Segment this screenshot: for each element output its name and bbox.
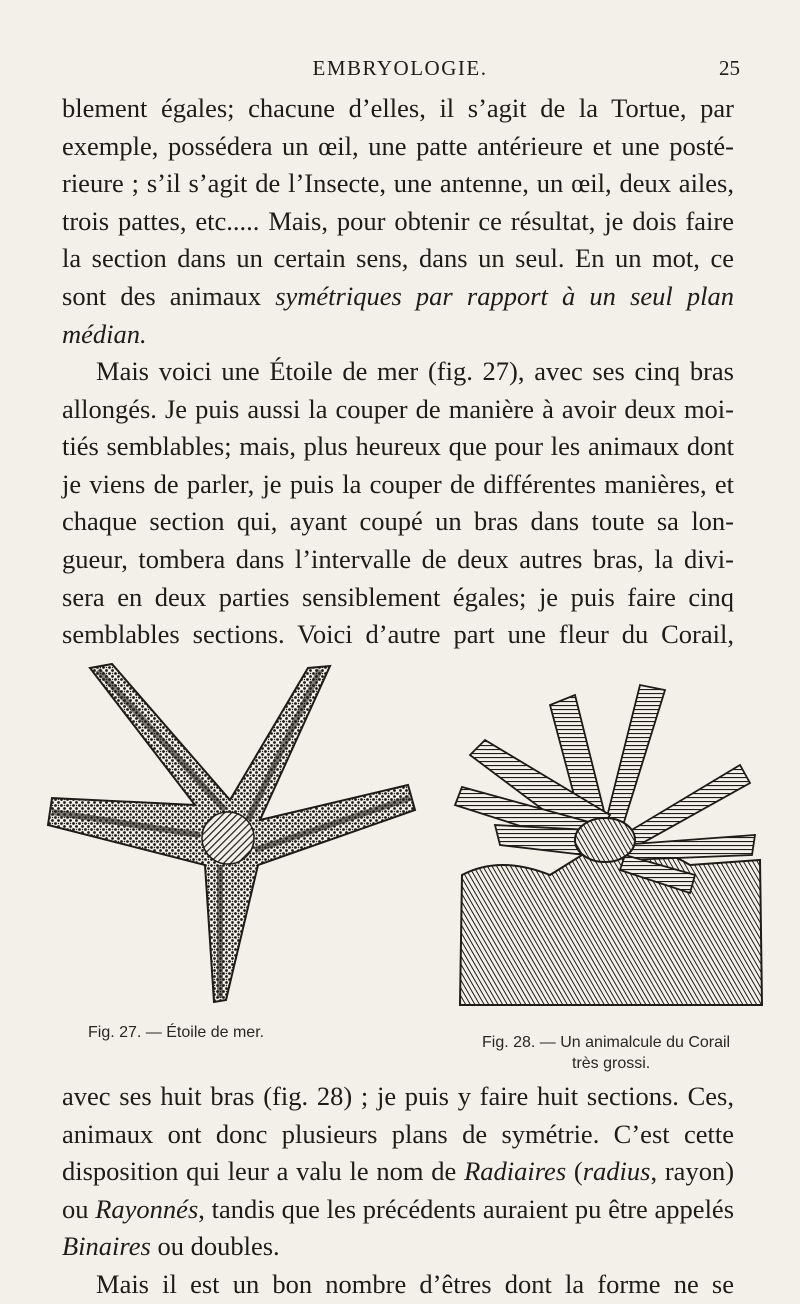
polyp-mouth <box>575 818 635 862</box>
paragraph-3 <box>62 1078 734 1266</box>
text-line <box>62 1153 734 1191</box>
starfish-illustration <box>30 660 430 1020</box>
text-run: , tandis que les précédents auraient pu être appelés <box>198 1193 735 1224</box>
text-line: rieure ; s’il s’agit de l’Insecte, une antenne, un œil, deux ailes, <box>62 168 734 199</box>
italic-phrase: symétriques par rapport à un seul plan <box>275 280 735 311</box>
text-line <box>62 316 734 354</box>
coral-polyp-illustration <box>440 665 780 1010</box>
text-line: chaque section qui, ayant coupé un bras dans toute sa lon- <box>62 506 734 537</box>
text-line: tiés semblables; mais, plus heureux que pour les animaux dont <box>62 431 734 462</box>
text-line: sera en deux parties sensiblement égales; je puis faire cinq <box>62 581 734 612</box>
text-run: , rayon) <box>650 1156 735 1187</box>
text-run: disposition qui leur a valu le nom de <box>62 1156 457 1187</box>
text-line: exemple, possédera un œil, une patte antérieure et une posté- <box>62 130 734 161</box>
text-line: avec ses huit bras (fig. 28) ; je puis y faire huit sections. Ces, <box>62 1081 734 1111</box>
page-number: 25 <box>719 56 740 80</box>
text-line <box>62 1191 734 1229</box>
text-line: Mais il est un bon nombre d’êtres dont la forme ne se <box>96 1269 734 1299</box>
fig28-caption-line2: très grossi. <box>572 1055 651 1072</box>
paragraph-4 <box>62 1266 734 1304</box>
text-line: la section dans un certain sens, dans un seul. En un mot, ce <box>62 243 734 274</box>
text-line: semblables sections. Voici d’autre part une fleur du Corail, <box>62 619 734 650</box>
text-run: ou doubles. <box>157 1231 280 1262</box>
text-run: ( <box>573 1156 583 1187</box>
text-line: blement égales; chacune d’elles, il s’agit de la Tortue, par <box>62 93 734 123</box>
running-title: EMBRYOLOGIE. <box>312 56 488 80</box>
italic-term: Binaires <box>62 1231 151 1262</box>
text-line: allongés. Je puis aussi la couper de manière à avoir deux moi- <box>62 393 734 424</box>
italic-term: Radiaires <box>464 1156 567 1187</box>
starfish-body <box>48 664 415 1002</box>
text-line: trois pattes, etc..... Mais, pour obtenir ce résultat, je dois faire <box>62 205 734 236</box>
running-head <box>0 56 800 86</box>
fig28-caption-line1: Fig. 28. — Un animalcule du Corail <box>482 1034 731 1051</box>
fig27-caption: Fig. 27. — Étoile de mer. <box>88 1024 265 1041</box>
paragraph-2 <box>62 353 734 654</box>
text-line <box>62 1228 734 1266</box>
italic-phrase: médian. <box>62 318 147 349</box>
text-line: je viens de parler, je puis la couper de différentes manières, et <box>62 468 734 499</box>
coral-base <box>460 845 762 1005</box>
text-line: Mais voici une Étoile de mer (fig. 27), avec ses cinq bras <box>96 356 734 386</box>
text-line <box>62 278 734 316</box>
text-line: gueur, tombera dans l’intervalle de deux autres bras, la divi- <box>62 543 734 574</box>
italic-term: Rayonnés <box>95 1193 199 1224</box>
italic-term: radius <box>582 1156 651 1187</box>
paragraph-1 <box>62 90 734 353</box>
text-line: animaux ont donc plusieurs plans de symétrie. C’est cette <box>62 1118 734 1149</box>
text-run: ou <box>62 1193 89 1224</box>
text-run: sont des animaux <box>62 280 262 311</box>
